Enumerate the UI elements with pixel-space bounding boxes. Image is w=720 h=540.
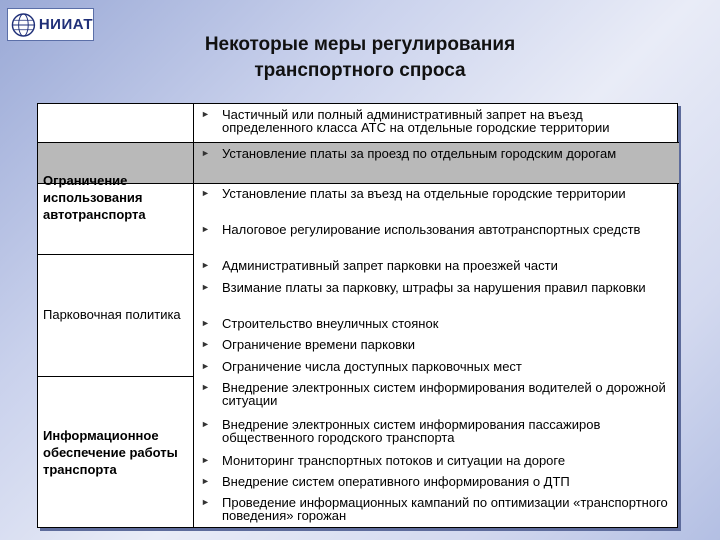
measures-table — [37, 103, 678, 528]
category-parking-policy: Парковочная политика — [43, 306, 181, 322]
bullet-arrow-icon: ► — [201, 419, 210, 429]
category-car-use-restriction: Ограничение использования автотранспорта — [43, 172, 146, 222]
niiat-logo — [7, 8, 94, 41]
title-line-1: Некоторые меры регулирования — [204, 34, 516, 55]
measure-item: ► Ограничение времени парковки — [201, 337, 416, 352]
bullet-arrow-icon: ► — [201, 382, 210, 392]
measure-item: ► Внедрение систем оперативного информирования о ДТП — [201, 474, 570, 489]
measure-item: ► Установление платы за проезд по отдельным городским дорогам — [201, 146, 617, 161]
bullet-arrow-icon: ► — [201, 455, 210, 465]
bullet-arrow-icon: ► — [201, 188, 210, 198]
measure-item: ► Ограничение числа доступных парковочных мест — [201, 359, 522, 374]
bullet-arrow-icon: ► — [201, 282, 210, 292]
bullet-arrow-icon: ► — [201, 260, 210, 270]
category-transport-info: Информационное обеспечение работы транспорта — [43, 428, 178, 477]
bullet-arrow-icon: ► — [201, 497, 210, 507]
measure-item: ► Внедрение электронных систем информирования водителей о дорожной ситуации — [201, 380, 666, 408]
title-line-2: транспортного спроса — [254, 60, 466, 81]
measure-item: ► Частичный или полный административный запрет на въезд определенного класса АТС на отдельные городские территории — [201, 107, 610, 135]
globe-emblem-icon — [11, 12, 36, 38]
bullet-arrow-icon: ► — [201, 476, 210, 486]
bullet-arrow-icon: ► — [201, 148, 210, 158]
bullet-arrow-icon: ► — [201, 318, 210, 328]
bullet-arrow-icon: ► — [201, 109, 210, 119]
bullet-arrow-icon: ► — [201, 339, 210, 349]
measure-item: ► Строительство внеуличных стоянок — [201, 316, 439, 331]
bullet-arrow-icon: ► — [201, 224, 210, 234]
measure-item: ► Проведение информационных кампаний по оптимизации «транспортного поведения» горожан — [201, 495, 668, 523]
category-column — [38, 104, 194, 527]
page-title — [100, 32, 620, 84]
bullet-arrow-icon: ► — [201, 361, 210, 371]
logo-text: НИИАТ — [38, 16, 93, 33]
measure-item: ► Административный запрет парковки на проезжей части — [201, 258, 558, 273]
measure-item: ► Внедрение электронных систем информирования пассажиров общественного городского транспорта — [201, 417, 601, 445]
measure-item: ► Налоговое регулирование использования автотранспортных средств — [201, 222, 641, 237]
measure-item: ► Взимание платы за парковку, штрафы за нарушения правил парковки — [201, 280, 646, 295]
measure-item: ► Установление платы за въезд на отдельные городские территории — [201, 186, 626, 201]
measure-item: ► Мониторинг транспортных потоков и ситуации на дороге — [201, 453, 566, 468]
